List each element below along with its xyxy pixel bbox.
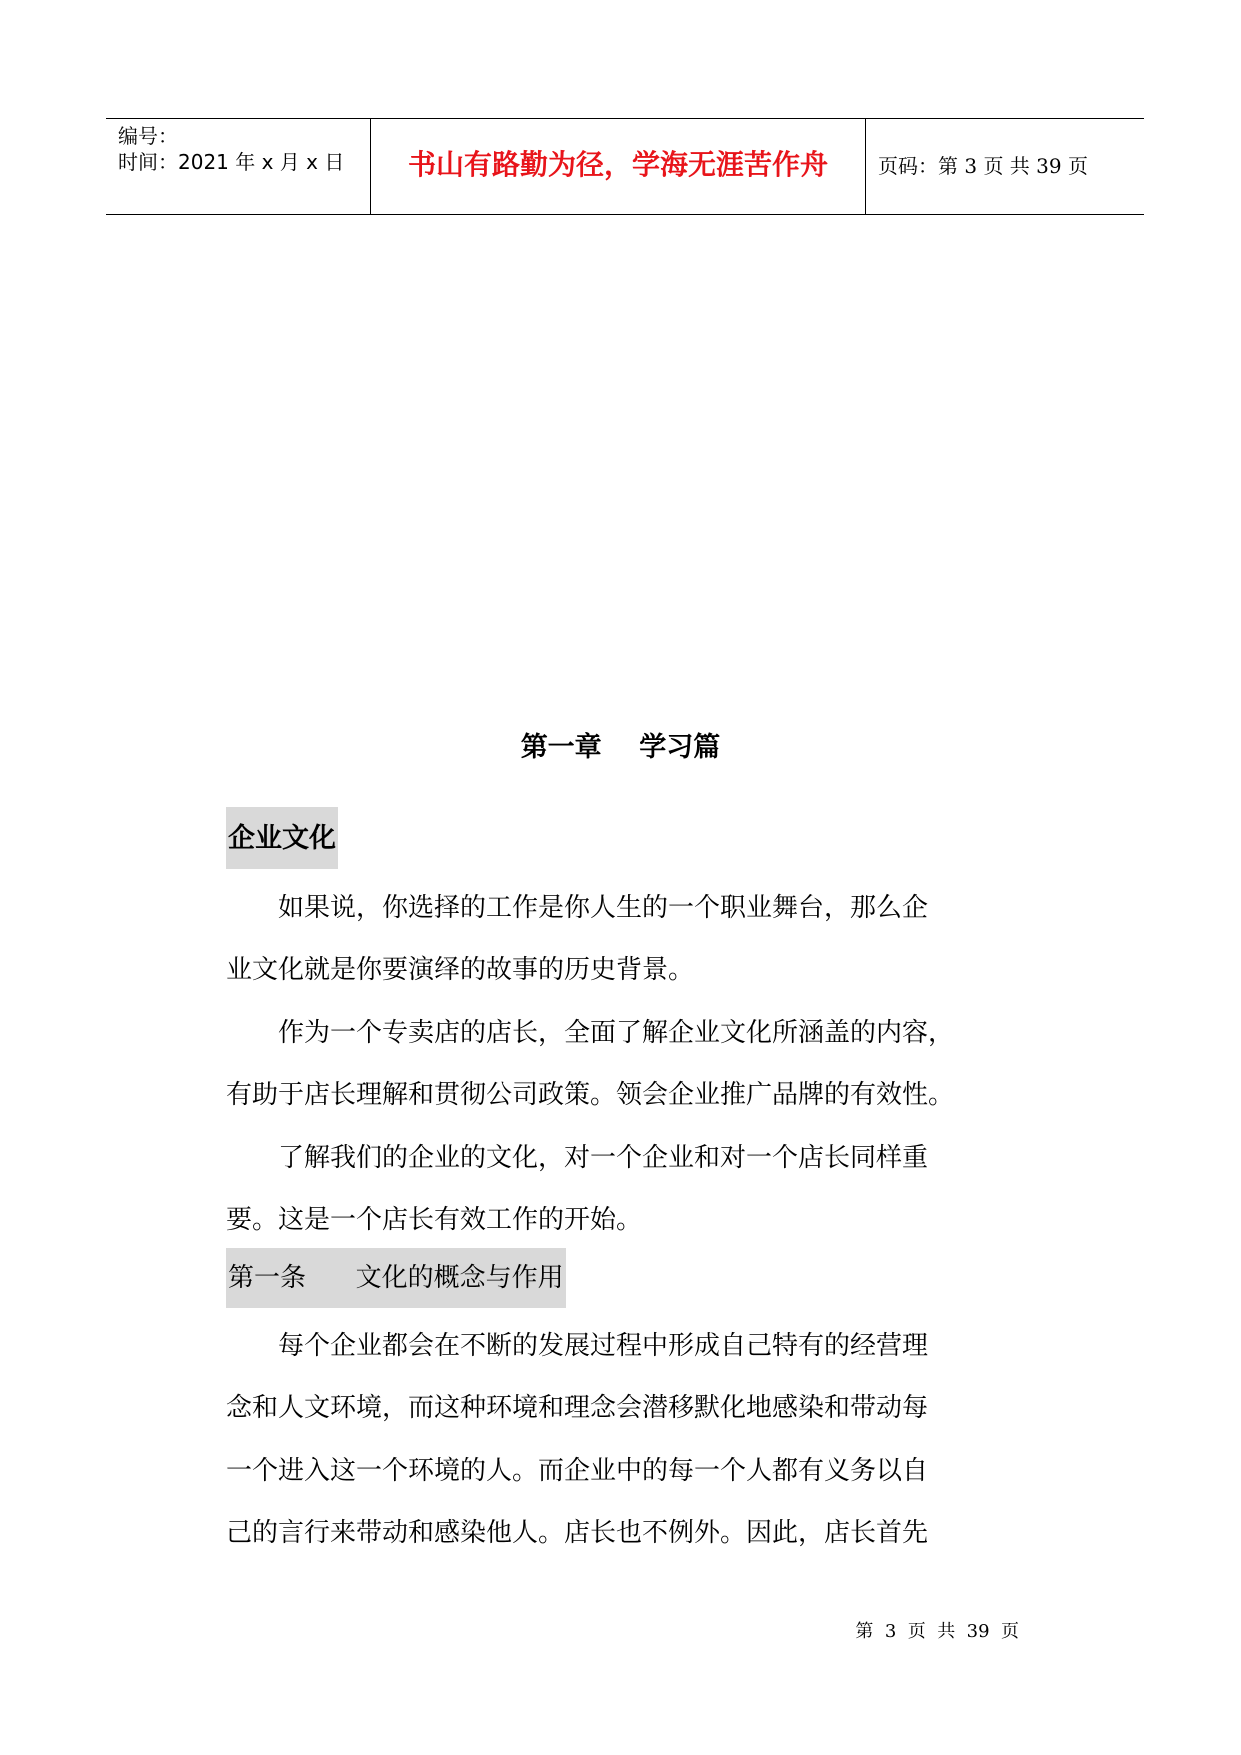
chapter-title: 第一章 学习篇 — [520, 732, 721, 763]
document-number-label: 编号： — [118, 124, 178, 148]
paragraph-line: 了解我们的企业的文化，对一个企业和对一个店长同样重 — [226, 1143, 929, 1173]
page-footer: 第 3 页 共 39 页 — [855, 1621, 1019, 1642]
header-motto: 书山有路勤为径，学海无涯苦作舟 — [407, 148, 828, 181]
section-heading-text: 企业文化 — [228, 823, 336, 854]
header-left-cell — [106, 119, 371, 214]
paragraph-line: 己的言行来带动和感染他人。店长也不例外。因此，店长首先 — [226, 1518, 929, 1548]
document-header — [106, 118, 1144, 215]
paragraph-line: 一个进入这一个环境的人。而企业中的每一个人都有义务以自 — [226, 1456, 929, 1486]
paragraph-line: 有助于店长理解和贯彻公司政策。领会企业推广品牌的有效性。 — [226, 1080, 955, 1110]
section-heading-article-one: 第一条 文化的概念与作用 — [226, 1248, 566, 1308]
header-middle-cell — [371, 119, 866, 214]
paragraph-line: 业文化就是你要演绎的故事的历史背景。 — [226, 955, 695, 985]
header-right-cell — [866, 119, 1144, 214]
paragraph-line: 如果说，你选择的工作是你人生的一个职业舞台，那么企 — [226, 893, 929, 923]
paragraph-line: 每个企业都会在不断的发展过程中形成自己特有的经营理 — [226, 1331, 929, 1361]
paragraph-line: 要。这是一个店长有效工作的开始。 — [226, 1205, 643, 1235]
section-heading-corporate-culture — [226, 807, 338, 869]
paragraph-line: 念和人文环境，而这种环境和理念会潜移默化地感染和带动每 — [226, 1393, 929, 1423]
paragraph-line: 作为一个专卖店的店长，全面了解企业文化所涵盖的内容， — [226, 1018, 955, 1048]
document-time-label: 时间：2021 年 x 月 x 日 — [118, 150, 345, 174]
header-page-label: 页码：第 3 页 共 39 页 — [878, 154, 1088, 178]
